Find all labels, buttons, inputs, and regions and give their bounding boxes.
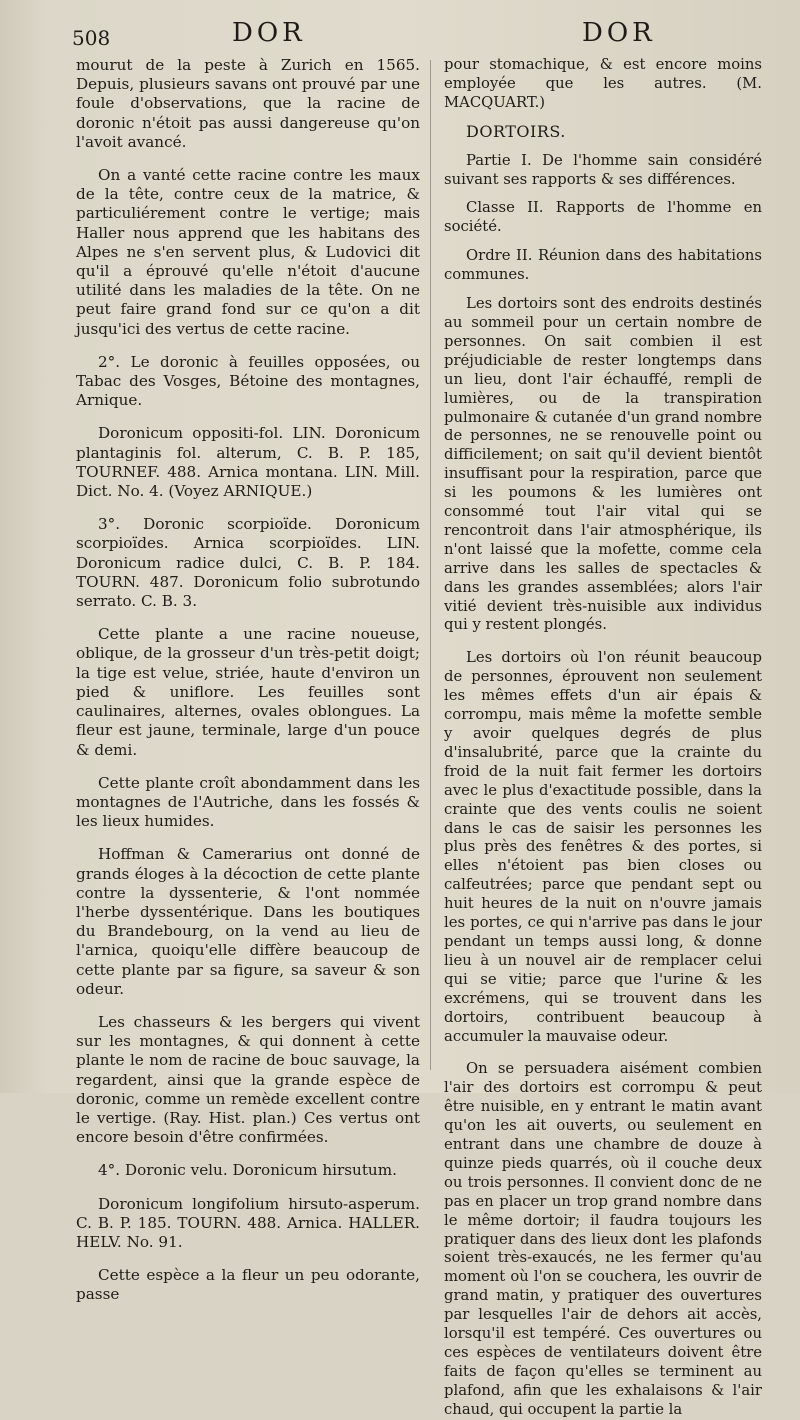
paragraph: Les dortoirs sont des endroits destinés au sommeil pour un certain nombre de personnes. On sait combien il est préjudiciable de rester longtemps dans un lieu, dont l'air échauffé, rempli de lumières, ou de la transpiration pulmonaire & cutanée d'un grand nombre de personnes, ne se renouvelle point ou difficilement; on sait qu'il devient bientôt insuffisant pour la respiration, parce que si les poumons & les lumières ont consommé tout l'air vital qui se rencontroit dans l'air atmosphérique, ils n'ont laissé que la mofette, comme cela arrive dans les salles de spectacles & dans les grandes assemblées; alors l'air vitié devient très-nuisible aux individus qui y restent plongés.	[444, 295, 762, 634]
page-number: 508	[72, 26, 111, 50]
running-head-right: DOR	[582, 18, 656, 48]
paragraph: On se persuadera aisément combien l'air des dortoirs est corrompu & peut être nuisible, en y entrant le matin avant qu'on les ait ouverts, ou seulement en entrant dans une chambre de douze à quinze pieds quarrés, où il couche deux ou trois personnes. Il convient donc de ne pas en placer un trop grand nombre dans le même dortoir; il faudra toujours les pratiquer dans des lieux dont les plafonds soient très-exaucés, ne les fermer qu'au moment où l'on se couchera, les ouvrir de grand matin, y pratiquer des ouvertures par lesquelles l'air de dehors ait accès, lorsqu'il est tempéré. Ces ouvertures ou ces espèces de ventilateurs doivent être faits de façon qu'elles se terminent au plafond, afin que les exhalaisons & l'air chaud, qui occupent la partie la	[444, 1060, 762, 1418]
paragraph: On a vanté cette racine contre les maux de la tête, contre ceux de la matrice, & particuliérement contre le vertige; mais Haller nous apprend que les habitans des Alpes ne s'en servent plus, & Ludovici dit qu'il a éprouvé qu'elle n'étoit d'aucune utilité dans les maladies de la tête. On ne peut faire grand fond sur ce qu'on a dit jusqu'ici des vertus de cette racine.	[76, 166, 420, 338]
right-column	[444, 56, 762, 1418]
paragraph: Cette espèce a la fleur un peu odorante, passe	[76, 1266, 420, 1304]
left-column	[76, 56, 420, 1304]
column-divider	[430, 60, 431, 1070]
paragraph: 4°. Doronic velu. Doronicum hirsutum.	[98, 1161, 397, 1180]
paragraph: Les dortoirs où l'on réunit beaucoup de personnes, éprouvent non seulement les mêmes effets d'un air épais & corrompu, mais même la mofette semble y avoir quelques degrés de plus d'insalubrité, parce que la crainte du froid de la nuit fait fermer les dortoirs avec le plus d'exactitude possible, dans la crainte que des vents coulis ne soient dans le cas de saisir les personnes les plus près des fenêtres & des portes, si elles n'étoient pas bien closes ou calfeutrées; parce que pendant sept ou huit heures de la nuit on n'ouvre jamais les portes, ce qui n'arrive pas dans le jour pendant un temps aussi long, & donne lieu à un nouvel air de remplacer celui qui se vitie; parce que l'urine & les excrémens, qui se trouvent dans les dortoirs, contribuent beaucoup à accumuler la mauvaise odeur.	[444, 649, 762, 1045]
paragraph: 3°. Doronic scorpioïde. Doronicum scorpioïdes. Arnica scorpioïdes. LIN. Doronicum radice dulci, C. B. P. 184. TOURN. 487. Doronicum folio subrotundo serrato. C. B. 3.	[76, 515, 420, 611]
running-head-left: DOR	[232, 18, 306, 48]
paragraph: 2°. Le doronic à feuilles opposées, ou Tabac des Vosges, Bétoine des montagnes, Arnique.	[76, 352, 420, 410]
paragraph: Doronicum oppositi-fol. LIN. Doronicum plantaginis fol. alterum, C. B. P. 185, TOURNEF. 488. Arnica montana. LIN. Mill. Dict. No. 4. (Voyez ARNIQUE.)	[76, 424, 420, 501]
article-heading: DORTOIRS.	[466, 121, 566, 141]
paragraph: Cette plante a une racine noueuse, oblique, de la grosseur d'un très-petit doigt; la tige est velue, striée, haute d'environ un pied & uniflore. Les feuilles sont caulinaires, alternes, ovales oblongues. La fleur est jaune, terminale, large d'un pouce & demi.	[76, 625, 420, 759]
page-header	[0, 18, 800, 52]
paragraph: Doronicum longifolium hirsuto-asperum. C. B. P. 185. TOURN. 488. Arnica. HALLER. HELV. No. 91.	[76, 1194, 420, 1251]
paragraph: Cette plante croît abondamment dans les montagnes de l'Autriche, dans les fossés & les lieux humides.	[76, 773, 420, 831]
paragraph: Les chasseurs & les bergers qui vivent sur les montagnes, & qui donnent à cette plante le nom de racine de bouc sauvage, la regardent, ainsi que la grande espèce de doronic, comme un remède excellent contre le vertige. (Ray. Hist. plan.) Ces vertus ont encore besoin d'être confirmées.	[76, 1012, 420, 1147]
classification-line: Ordre II. Réunion dans des habitations communes.	[444, 247, 762, 284]
classification-line: Partie I. De l'homme sain considéré suivant ses rapports & ses différences.	[444, 151, 762, 188]
paragraph: Hoffman & Camerarius ont donné de grands éloges à la décoction de cette plante contre la dyssenterie, & l'ont nommée l'herbe dyssentérique. Dans les boutiques du Brandebourg, on la vend au lieu de l'arnica, quoiqu'elle diffère beaucoup de cette plante par sa figure, sa saveur & son odeur.	[76, 845, 420, 998]
classification-line: Classe II. Rapports de l'homme en société.	[444, 199, 762, 236]
paragraph: mourut de la peste à Zurich en 1565. Depuis, plusieurs savans ont prouvé par une foule d'observations, que la racine de doronic n'étoit pas aussi dangereuse qu'on l'avoit avancé.	[76, 56, 420, 151]
intro-text: pour stomachique, & est encore moins employée que les autres. (M. MACQUART.)	[444, 56, 762, 111]
